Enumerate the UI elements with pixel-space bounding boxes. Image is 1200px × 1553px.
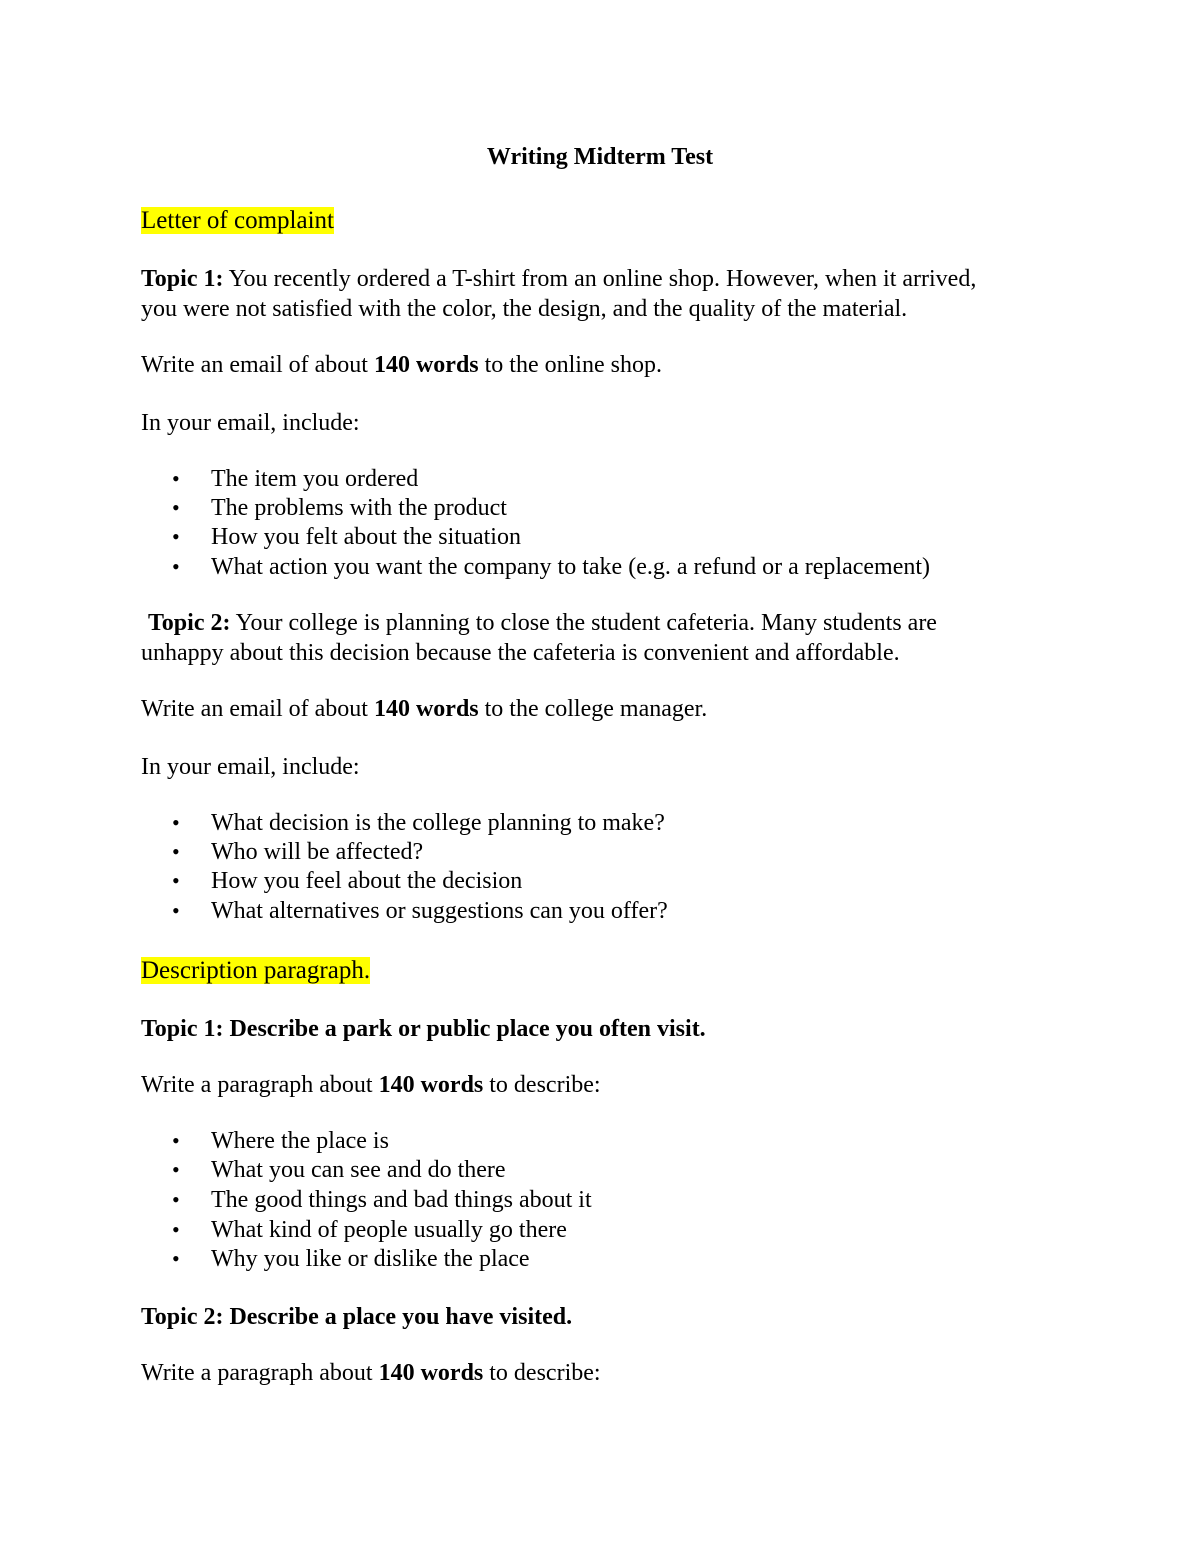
write-prefix: Write a paragraph about — [141, 1072, 379, 1098]
complaint-topic1-write — [141, 350, 662, 380]
word-count: 140 words — [373, 352, 479, 378]
bullet-icon: • — [172, 466, 180, 491]
topic-label: Topic 2: — [148, 610, 231, 636]
bullet-icon: • — [172, 1128, 180, 1153]
bullet-icon: • — [172, 839, 180, 864]
bullet-icon: • — [172, 495, 180, 520]
bullet-icon: • — [172, 524, 180, 549]
bullet-icon: • — [172, 1246, 180, 1271]
topic-text: Your college is planning to close the student cafeteria. Many students are — [230, 610, 937, 636]
write-suffix: to describe: — [483, 1072, 601, 1098]
word-count: 140 words — [378, 1072, 484, 1098]
list-item: What kind of people usually go there — [211, 1217, 567, 1243]
bullet-icon: • — [172, 554, 180, 579]
write-suffix: to the online shop. — [478, 352, 662, 378]
bullet-icon: • — [172, 898, 180, 923]
complaint-topic1-line2: you were not satisfied with the color, the design, and the quality of the material. — [141, 296, 908, 322]
list-item: How you felt about the situation — [211, 524, 521, 550]
list-item: What alternatives or suggestions can you offer? — [211, 898, 668, 924]
highlighted-heading: Letter of complaint — [141, 207, 334, 234]
write-suffix: to the college manager. — [478, 696, 708, 722]
complaint-topic1-line1 — [141, 264, 976, 294]
list-item: Where the place is — [211, 1128, 389, 1154]
list-item: Who will be affected? — [211, 839, 424, 865]
bullet-icon: • — [172, 1157, 180, 1182]
topic-label: Topic 1: — [141, 266, 224, 292]
bullet-icon: • — [172, 1187, 180, 1212]
highlighted-heading: Description paragraph. — [141, 957, 371, 984]
description-topic1-heading: Topic 1: Describe a park or public place you often visit. — [141, 1016, 706, 1042]
description-topic2-write — [141, 1358, 601, 1388]
list-item: How you feel about the decision — [211, 868, 523, 894]
complaint-topic2-line2: unhappy about this decision because the cafeteria is convenient and affordable. — [141, 640, 900, 666]
list-item: The item you ordered — [211, 466, 419, 492]
write-prefix: Write an email of about — [141, 352, 374, 378]
complaint-topic2-include: In your email, include: — [141, 754, 360, 780]
list-item: What action you want the company to take (e.g. a refund or a replacement) — [211, 554, 931, 580]
write-prefix: Write an email of about — [141, 696, 374, 722]
list-item: Why you like or dislike the place — [211, 1246, 530, 1272]
description-topic1-write — [141, 1070, 601, 1100]
complaint-topic1-include: In your email, include: — [141, 410, 360, 436]
description-topic2-heading: Topic 2: Describe a place you have visited. — [141, 1304, 573, 1330]
section-heading-complaint — [141, 206, 334, 236]
bullet-icon: • — [172, 1217, 180, 1242]
write-suffix: to describe: — [483, 1360, 601, 1386]
list-item: The good things and bad things about it — [211, 1187, 592, 1213]
list-item: The problems with the product — [211, 495, 507, 521]
section-heading-description — [141, 956, 370, 986]
page-title: Writing Midterm Test — [486, 144, 714, 170]
word-count: 140 words — [378, 1360, 484, 1386]
word-count: 140 words — [373, 696, 479, 722]
bullet-icon: • — [172, 868, 180, 893]
complaint-topic2-line1 — [148, 608, 937, 638]
bullet-icon: • — [172, 810, 180, 835]
list-item: What decision is the college planning to make? — [211, 810, 665, 836]
complaint-topic2-write — [141, 694, 707, 724]
list-item: What you can see and do there — [211, 1157, 506, 1183]
topic-text: You recently ordered a T-shirt from an online shop. However, when it arrived, — [223, 266, 977, 292]
write-prefix: Write a paragraph about — [141, 1360, 379, 1386]
